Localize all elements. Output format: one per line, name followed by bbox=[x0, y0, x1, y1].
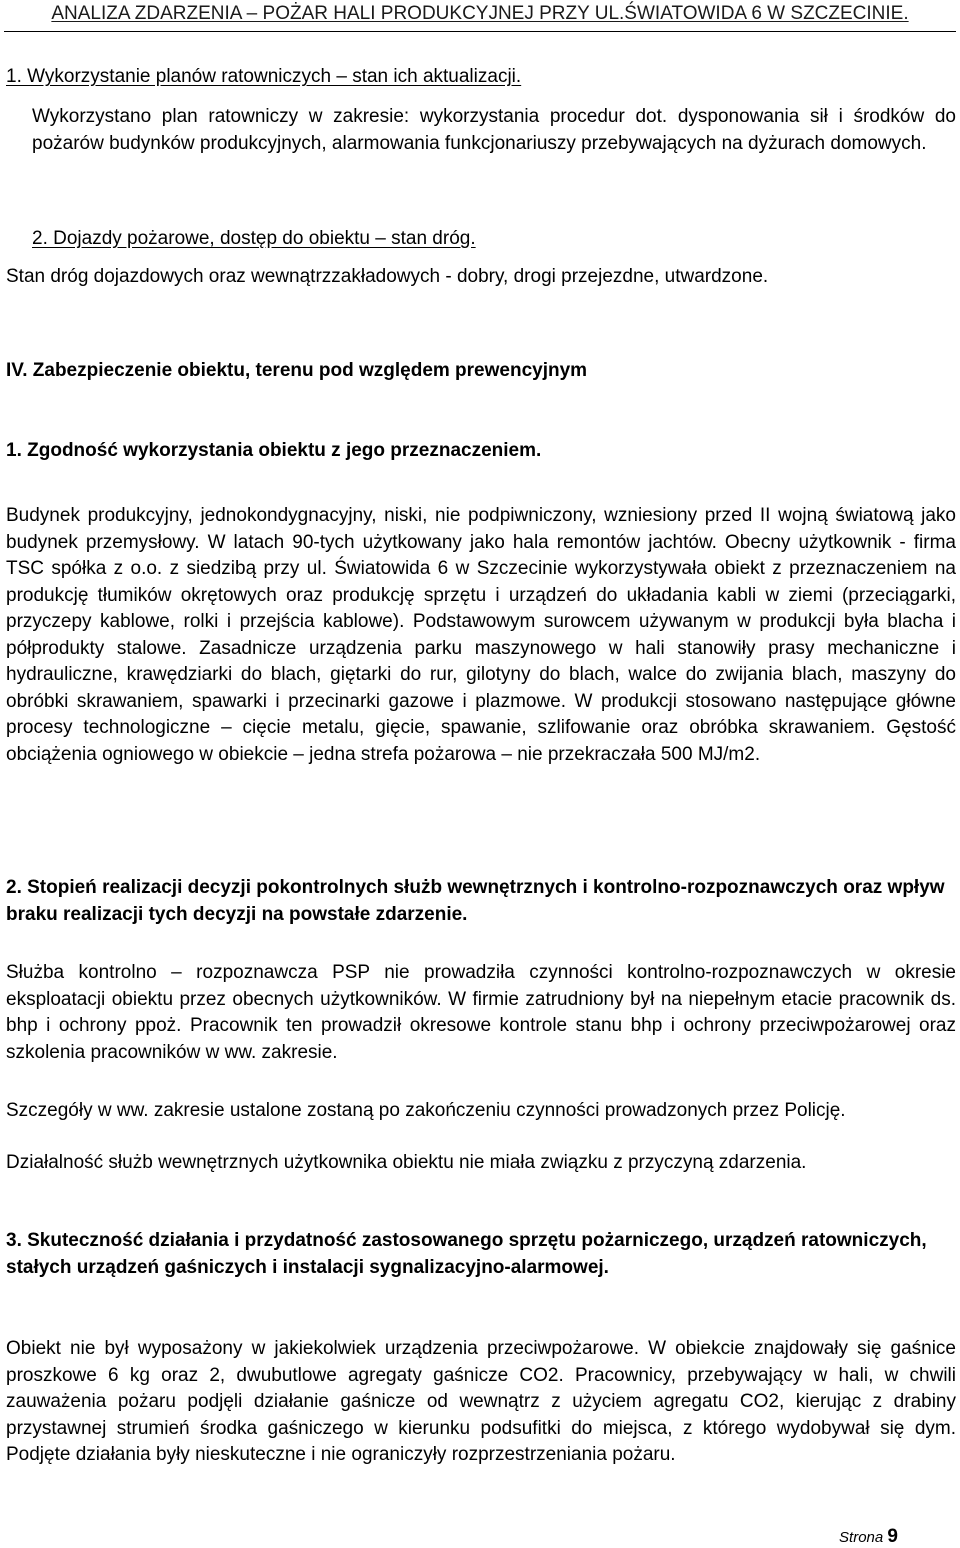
header-rule bbox=[4, 31, 956, 32]
header-title: ANALIZA ZDARZENIA – POŻAR HALI PRODUKCYJNEJ PRZY UL.ŚWIATOWIDA 6 W SZCZECINIE. bbox=[51, 3, 909, 24]
point-3-body: Obiekt nie był wyposażony w jakiekolwiek urządzenia przeciwpożarowe. W obiekcie znajdowały się gaśnice proszkowe 6 kg oraz 2, dwubutlowe agregaty gaśnicze CO2. Pracownicy, przebywający w hali, w chwili zauważenia pożaru podjęli działanie gaśnicze od wewnątrz z użyciem agregatu CO2, kierując z drabiny przystawnej strumień środka gaśniczego w kierunku podsufitki do miejsca, z którego wydobywał się dym. Podjęte działania były nieskuteczne i nie ograniczyły rozprzestrzeniania pożaru. bbox=[6, 1338, 956, 1465]
point-1-heading: 1. Zgodność wykorzystania obiektu z jego przeznaczeniem. bbox=[6, 440, 542, 461]
point-3-heading: 3. Skuteczność działania i przydatność zastosowanego sprzętu pożarniczego, urządzeń ratowniczych, stałych urządzeń gaśniczych i instalacji sygnalizacyjno-alarmowej. bbox=[6, 1230, 927, 1278]
page-footer bbox=[839, 1527, 898, 1548]
point-2-body-1: Służba kontrolno – rozpoznawcza PSP nie prowadziła czynności kontrolno-rozpoznawczych w okresie eksploatacji obiektu przez obecnych użytkowników. W firmie zatrudniony był na niepełnym etacie pracownik ds. bhp i ochrony ppoż. Pracownik ten prowadził okresowe kontrole stanu bhp i ochrony przeciwpożarowej oraz szkolenia pracowników w ww. zakresie. bbox=[6, 962, 956, 1063]
section-1-heading: 1. Wykorzystanie planów ratowniczych – stan ich aktualizacji. bbox=[6, 66, 522, 87]
section-2-body: Stan dróg dojazdowych oraz wewnątrzzakładowych - dobry, drogi przejezdne, utwardzone. bbox=[6, 266, 769, 287]
point-2-body-3: Działalność służb wewnętrznych użytkownika obiektu nie miała związku z przyczyną zdarzenia. bbox=[6, 1152, 807, 1173]
point-2-heading: 2. Stopień realizacji decyzji pokontrolnych służb wewnętrznych i kontrolno-rozpoznawczych oraz wpływ braku realizacji tych decyzji na powstałe zdarzenie. bbox=[6, 877, 945, 925]
chapter-4-heading: IV. Zabezpieczenie obiektu, terenu pod względem prewencyjnym bbox=[6, 360, 588, 381]
footer-label: Strona bbox=[839, 1529, 884, 1546]
page-number: 9 bbox=[887, 1526, 898, 1547]
page-header bbox=[0, 2, 960, 32]
section-2-heading: 2. Dojazdy pożarowe, dostęp do obiektu – stan dróg. bbox=[32, 228, 476, 249]
point-2-body-2: Szczegóły w ww. zakresie ustalone zostaną po zakończeniu czynności prowadzonych przez Policję. bbox=[6, 1100, 846, 1121]
section-1-body: Wykorzystano plan ratowniczy w zakresie: wykorzystania procedur dot. dysponowania sił i środków do pożarów budynków produkcyjnych, alarmowania funkcjonariuszy przebywających na dyżurach domowych. bbox=[32, 106, 956, 154]
point-1-body: Budynek produkcyjny, jednokondygnacyjny, niski, nie podpiwniczony, wzniesiony przed II wojną światową jako budynek przemysłowy. W latach 90-tych użytkowany jako hala remontów jachtów. Obecny użytkownik - firma TSC spółka z o.o. z siedzibą przy ul. Światowida 6 w Szczecinie wykorzystywała obiekt z przeznaczeniem na produkcję tłumików okrętowych oraz produkcję sprzętu i urządzeń do układania kabli w ziemi (przeciągarki, przyczepy kablowe, rolki i przejścia kablowe). Podstawowym surowcem używanym w produkcji była blacha i półprodukty stalowe. Zasadnicze urządzenia parku maszynowego w hali stanowiły prasy mechaniczne i hydrauliczne, krawędziarki do blach, giętarki do rur, gilotyny do blach, walce do zwijania blach, maszyny do obróbki skrawaniem, spawarki i przecinarki gazowe i plazmowe. W produkcji stosowano następujące główne procesy technologiczne – cięcie metalu, gięcie, spawanie, szlifowanie oraz obróbka skrawaniem. Gęstość obciążenia ogniowego w obiekcie – jedna strefa pożarowa – nie przekraczała 500 MJ/m2. bbox=[6, 505, 956, 765]
